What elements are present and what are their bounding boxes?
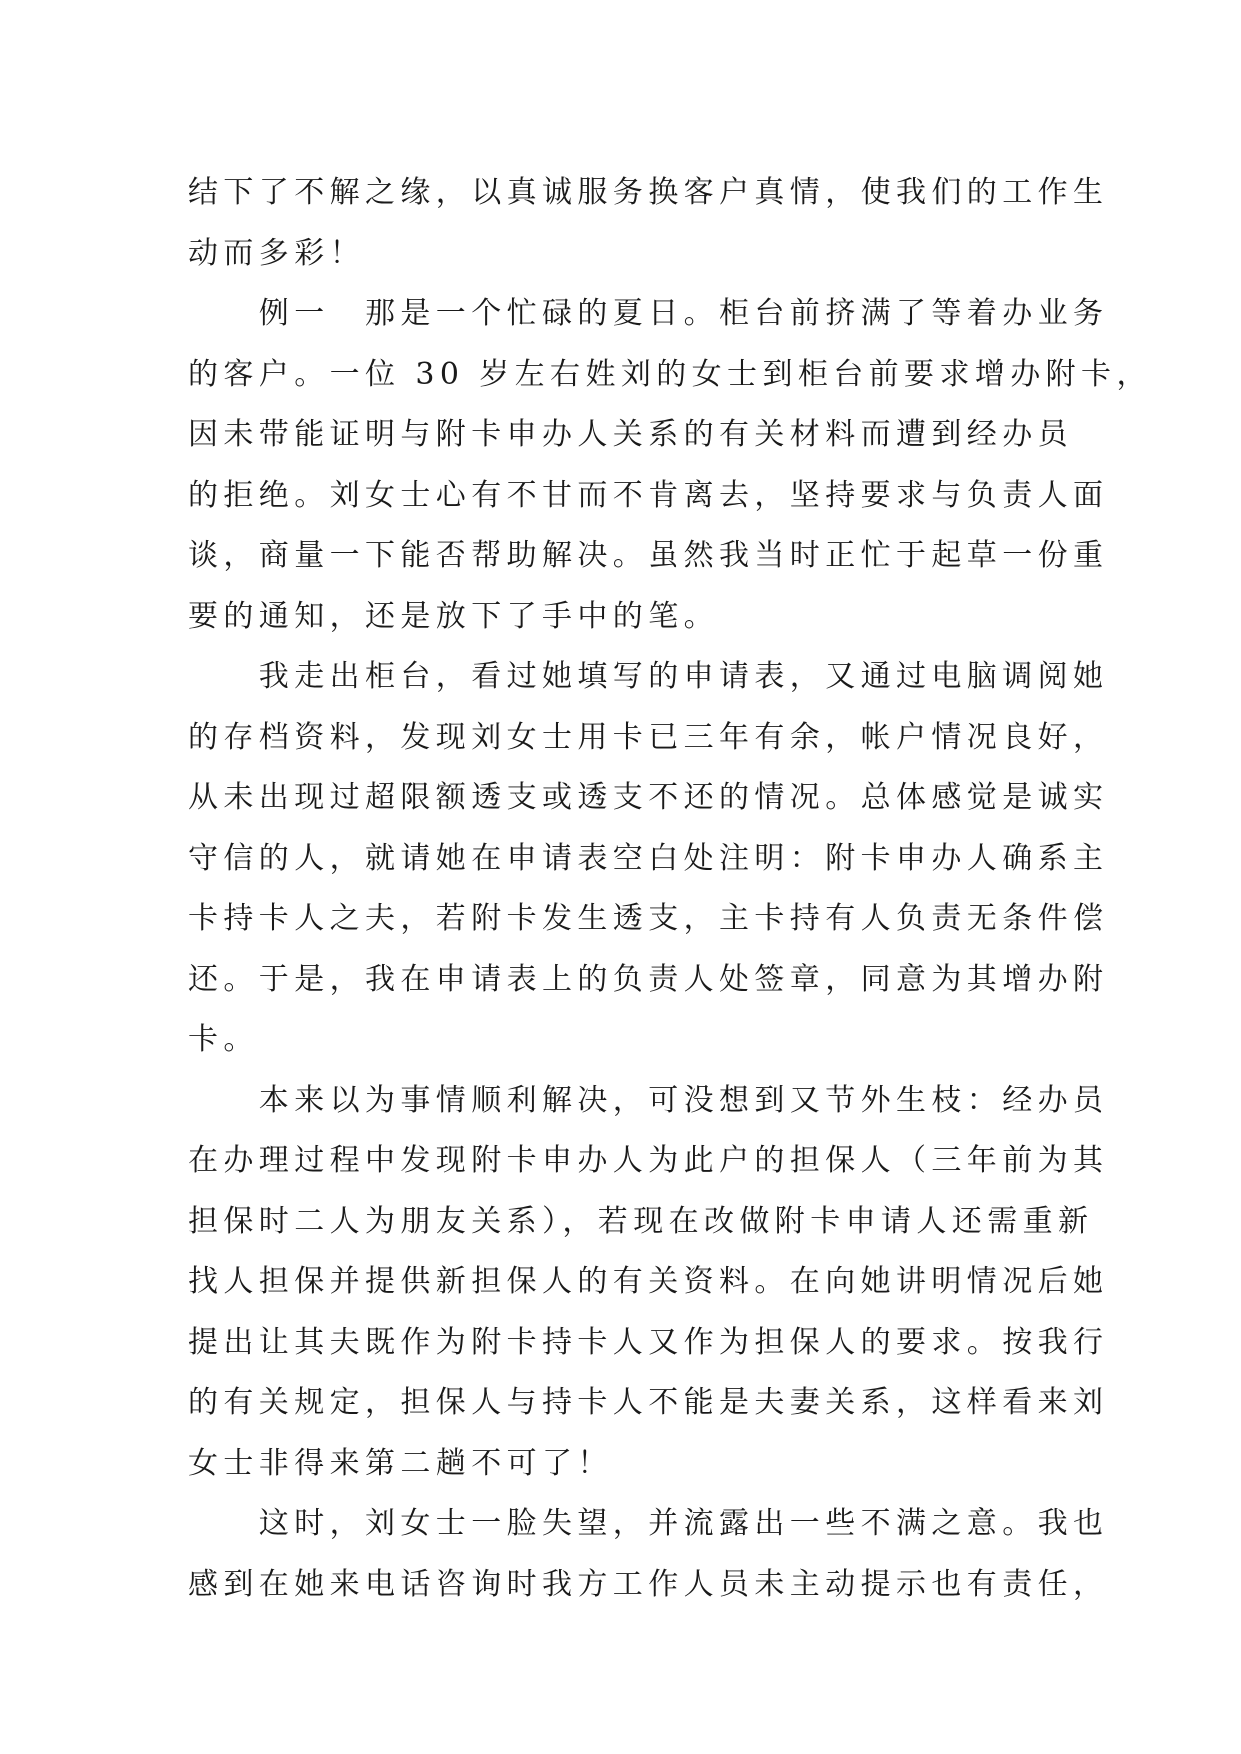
text-line: 从未出现过超限额透支或透支不还的情况。总体感觉是诚实 [188,780,1109,815]
text-line: 找人担保并提供新担保人的有关资料。在向她讲明情况后她 [188,1264,1109,1299]
text-line: 要的通知，还是放下了手中的笔。 [188,598,719,634]
text-line: 谈，商量一下能否帮助解决。虽然我当时正忙于起草一份重 [188,538,1109,573]
text-line: 因未带能证明与附卡申办人关系的有关材料而遭到经办员 [188,417,1073,452]
text-line: 还。于是，我在申请表上的负责人处签章，同意为其增办附 [188,961,1109,997]
text-line: 守信的人，就请她在申请表空白处注明：附卡申办人确系主 [188,840,1109,876]
text-line: 担保时二人为朋友关系），若现在改做附卡申请人还需重新 [188,1203,1094,1239]
text-line: 提出让其夫既作为附卡持卡人又作为担保人的要求。按我行 [188,1324,1109,1360]
text-line: 这时，刘女士一脸失望，并流露出一些不满之意。我也 [188,1506,1109,1541]
text-line: 的存档资料，发现刘女士用卡已三年有余，帐户情况良好， [188,719,1109,755]
text-line: 感到在她来电话咨询时我方工作人员未主动提示也有责任， [188,1566,1109,1602]
text-line: 结下了不解之缘，以真诚服务换客户真情，使我们的工作生 [188,175,1109,210]
text-line: 的客户。一位 30 岁左右姓刘的女士到柜台前要求增办附卡， [188,356,1152,392]
text-line: 的有关规定，担保人与持卡人不能是夫妻关系，这样看来刘 [188,1385,1109,1420]
text-line: 在办理过程中发现附卡申办人为此户的担保人（三年前为其 [188,1143,1109,1178]
body-text [188,163,1152,1615]
text-line: 动而多彩！ [188,235,365,271]
text-line: 本来以为事情顺利解决，可没想到又节外生枝：经办员 [188,1082,1109,1118]
text-line: 卡。 [188,1022,259,1057]
text-line: 卡持卡人之夫，若附卡发生透支，主卡持有人负责无条件偿 [188,901,1109,936]
text-line: 例一 那是一个忙碌的夏日。柜台前挤满了等着办业务 [188,296,1109,331]
text-line: 的拒绝。刘女士心有不甘而不肯离去，坚持要求与负责人面 [188,477,1109,513]
text-line: 我走出柜台，看过她填写的申请表，又通过电脑调阅她 [188,659,1109,694]
text-line: 女士非得来第二趟不可了！ [188,1445,613,1481]
